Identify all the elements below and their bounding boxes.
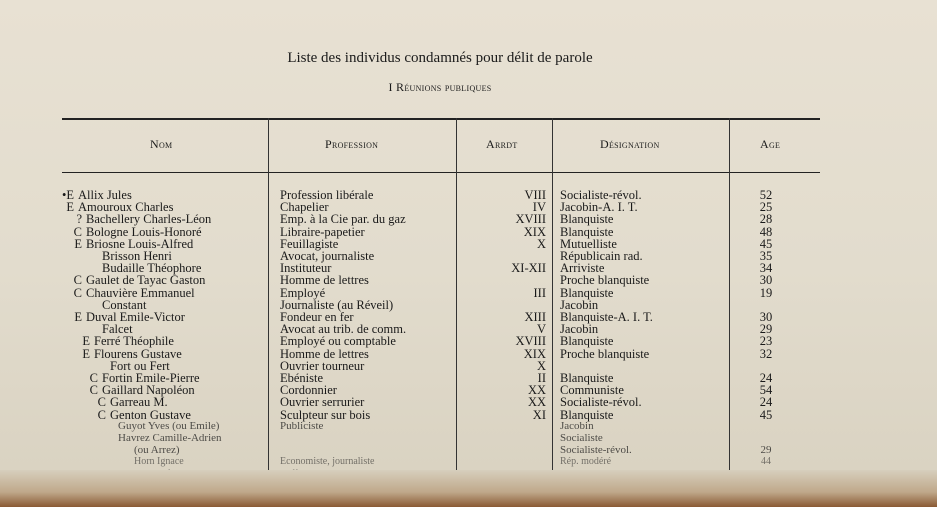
row-profession: Ebéniste xyxy=(280,371,324,385)
row-age: 28 xyxy=(759,212,773,227)
table-row xyxy=(62,444,822,457)
row-arrondissement: V xyxy=(536,322,546,337)
row-mark: C xyxy=(89,371,98,385)
row-name: Allix Jules xyxy=(78,188,132,202)
row-designation: Blanquiste xyxy=(560,371,614,385)
row-name: Gaulet de Tayac Gaston xyxy=(86,273,206,288)
row-age: 24 xyxy=(759,371,773,385)
row-designation: Blanquiste-A. I. T. xyxy=(560,310,653,324)
column-header-age: Age xyxy=(760,137,781,151)
row-name: Bachellery Charles-Léon xyxy=(86,212,212,227)
row-mark: ? xyxy=(76,212,82,227)
row-designation: Socialiste-révol. xyxy=(560,188,642,202)
row-arrondissement: XI xyxy=(532,407,546,422)
column-header-designation: Désignation xyxy=(600,137,660,151)
row-arrondissement: XX xyxy=(527,383,546,398)
row-age: 25 xyxy=(759,200,773,215)
row-profession: Instituteur xyxy=(280,261,332,276)
row-name: Havrez Camille-Adrien xyxy=(118,432,222,444)
row-profession: Homme de lettres xyxy=(280,273,369,288)
row-profession: Cordonnier xyxy=(280,383,337,398)
row-profession: Profession libérale xyxy=(280,188,374,202)
row-mark: E xyxy=(82,334,90,349)
row-designation: Rép. modéré xyxy=(560,456,612,468)
row-profession: Journaliste (au Réveil) xyxy=(280,297,394,312)
row-age: 34 xyxy=(759,261,773,276)
row-name: Duval Emile-Victor xyxy=(86,310,185,324)
table-row xyxy=(62,286,822,299)
row-name: Horn Ignace xyxy=(134,456,184,468)
row-age: 35 xyxy=(759,249,773,263)
row-profession: Ouvrier tourneur xyxy=(280,358,365,373)
table-top-rule xyxy=(62,118,820,120)
row-age: 52 xyxy=(759,188,773,202)
row-designation: Jacobin-A. I. T. xyxy=(560,200,638,215)
row-designation: Communiste xyxy=(560,383,624,398)
row-arrondissement: XVIII xyxy=(515,334,546,349)
row-designation: Arriviste xyxy=(560,261,605,276)
section-subtitle: I Réunions publiques xyxy=(388,80,492,94)
row-name: Falcet xyxy=(102,322,133,337)
row-age: 19 xyxy=(759,285,773,300)
row-profession: Libraire-papetier xyxy=(280,224,365,239)
row-mark: E xyxy=(82,346,90,361)
row-age: 23 xyxy=(759,334,773,349)
table-row xyxy=(62,456,822,469)
row-mark: C xyxy=(73,285,82,300)
row-name: Guyot Yves (ou Emile) xyxy=(118,419,220,432)
column-header-nom: Nom xyxy=(150,137,173,151)
row-designation: Blanquiste xyxy=(560,285,614,300)
row-profession: Employé ou comptable xyxy=(280,334,396,349)
row-designation: Jacobin xyxy=(560,322,599,337)
row-profession: Avocat, journaliste xyxy=(280,249,375,263)
table-row xyxy=(62,188,822,201)
row-profession: Economiste, journaliste xyxy=(280,456,375,468)
row-name: Fort ou Fert xyxy=(110,358,170,373)
row-designation: Socialiste-révol. xyxy=(560,444,632,457)
column-header-profession: Profession xyxy=(325,137,379,151)
row-arrondissement: XIX xyxy=(523,346,546,361)
row-name: Briosne Louis-Alfred xyxy=(86,236,194,251)
row-profession: Chapelier xyxy=(280,200,329,215)
table-row xyxy=(62,225,822,238)
row-profession: Emp. à la Cie par. du gaz xyxy=(280,212,406,227)
row-arrondissement: XVIII xyxy=(515,212,546,227)
row-mark: E xyxy=(74,236,82,251)
row-designation: Mutuelliste xyxy=(560,236,617,251)
row-mark: C xyxy=(73,224,82,239)
row-designation: Proche blanquiste xyxy=(560,273,650,288)
row-name: (ou Arrez) xyxy=(134,444,180,457)
row-profession: Avocat au trib. de comm. xyxy=(280,322,407,337)
row-age: 44 xyxy=(761,456,771,468)
row-age: 24 xyxy=(759,395,773,410)
row-name: Garreau M. xyxy=(110,395,168,410)
row-name: Bologne Louis-Honoré xyxy=(86,224,202,239)
row-profession: Ouvrier serrurier xyxy=(280,395,365,410)
table-row xyxy=(62,359,822,372)
row-name: Fortin Emile-Pierre xyxy=(102,371,200,385)
table-row xyxy=(62,347,822,360)
page-title: Liste des individus condamnés pour délit de parole xyxy=(287,50,593,66)
row-profession: Homme de lettres xyxy=(280,346,369,361)
table-row xyxy=(62,237,822,250)
row-arrondissement: XX xyxy=(527,395,546,410)
table-row xyxy=(62,273,822,286)
table-row xyxy=(62,200,822,213)
table-row xyxy=(62,298,822,311)
row-arrondissement: II xyxy=(537,371,546,385)
row-name: Flourens Gustave xyxy=(94,346,182,361)
row-mark: C xyxy=(73,273,82,288)
row-age: 48 xyxy=(759,224,773,239)
row-arrondissement: XIII xyxy=(524,310,546,324)
row-age: 54 xyxy=(759,383,773,398)
table-row xyxy=(62,420,822,433)
row-designation: Blanquiste xyxy=(560,212,614,227)
row-name: Gaillard Napoléon xyxy=(102,383,195,398)
row-age: 45 xyxy=(759,236,773,251)
row-name: Brisson Henri xyxy=(102,249,172,263)
row-profession: Feuillagiste xyxy=(280,236,339,251)
row-mark: •E xyxy=(61,188,74,202)
row-name: Ferré Théophile xyxy=(94,334,174,349)
table-header-rule xyxy=(62,172,820,173)
table-row xyxy=(62,310,822,323)
row-mark: C xyxy=(89,383,98,398)
row-profession: Sculpteur sur bois xyxy=(280,407,371,422)
row-arrondissement: XI-XII xyxy=(511,261,546,276)
row-age: 30 xyxy=(759,273,773,288)
row-arrondissement: IV xyxy=(532,200,546,215)
row-age: 29 xyxy=(760,444,772,457)
row-designation: Proche blanquiste xyxy=(560,346,650,361)
table-row xyxy=(62,261,822,274)
row-profession: Fondeur en fer xyxy=(280,310,354,324)
row-name: Amouroux Charles xyxy=(78,200,174,215)
row-age: 30 xyxy=(759,310,773,324)
table-row xyxy=(62,322,822,335)
row-designation: Blanquiste xyxy=(560,224,614,239)
row-name: Genton Gustave xyxy=(110,407,191,422)
table-row xyxy=(62,212,822,225)
table-row xyxy=(62,408,822,421)
row-arrondissement: III xyxy=(533,285,546,300)
row-age: 29 xyxy=(759,322,773,337)
table-row xyxy=(62,371,822,384)
row-name: Constant xyxy=(102,297,147,312)
row-profession: Publiciste xyxy=(280,419,324,432)
table-row xyxy=(62,395,822,408)
row-arrondissement: X xyxy=(536,236,546,251)
page-edge xyxy=(0,470,937,507)
row-designation: Socialiste xyxy=(560,432,603,444)
row-designation: Jacobin xyxy=(560,297,599,312)
table-row xyxy=(62,432,822,445)
row-mark: E xyxy=(66,200,74,215)
row-arrondissement: VIII xyxy=(524,188,546,202)
table-row xyxy=(62,334,822,347)
row-age: 45 xyxy=(759,407,773,422)
table-row xyxy=(62,249,822,262)
row-designation: Blanquiste xyxy=(560,334,614,349)
row-designation: Blanquiste xyxy=(560,407,614,422)
column-header-arrdt: Arrdt xyxy=(486,137,518,151)
row-designation: Socialiste-révol. xyxy=(560,395,642,410)
row-arrondissement: X xyxy=(536,358,546,373)
row-mark: E xyxy=(74,310,82,324)
row-mark: C xyxy=(97,395,106,410)
row-age: 32 xyxy=(759,346,773,361)
row-mark: C xyxy=(97,407,106,422)
row-profession: Employé xyxy=(280,285,326,300)
row-designation: Républicain rad. xyxy=(560,249,643,263)
row-name: Budaille Théophore xyxy=(102,261,202,276)
row-designation: Jacobin xyxy=(560,419,594,432)
row-name: Chauvière Emmanuel xyxy=(86,285,195,300)
row-arrondissement: XIX xyxy=(523,224,546,239)
table-row xyxy=(62,383,822,396)
